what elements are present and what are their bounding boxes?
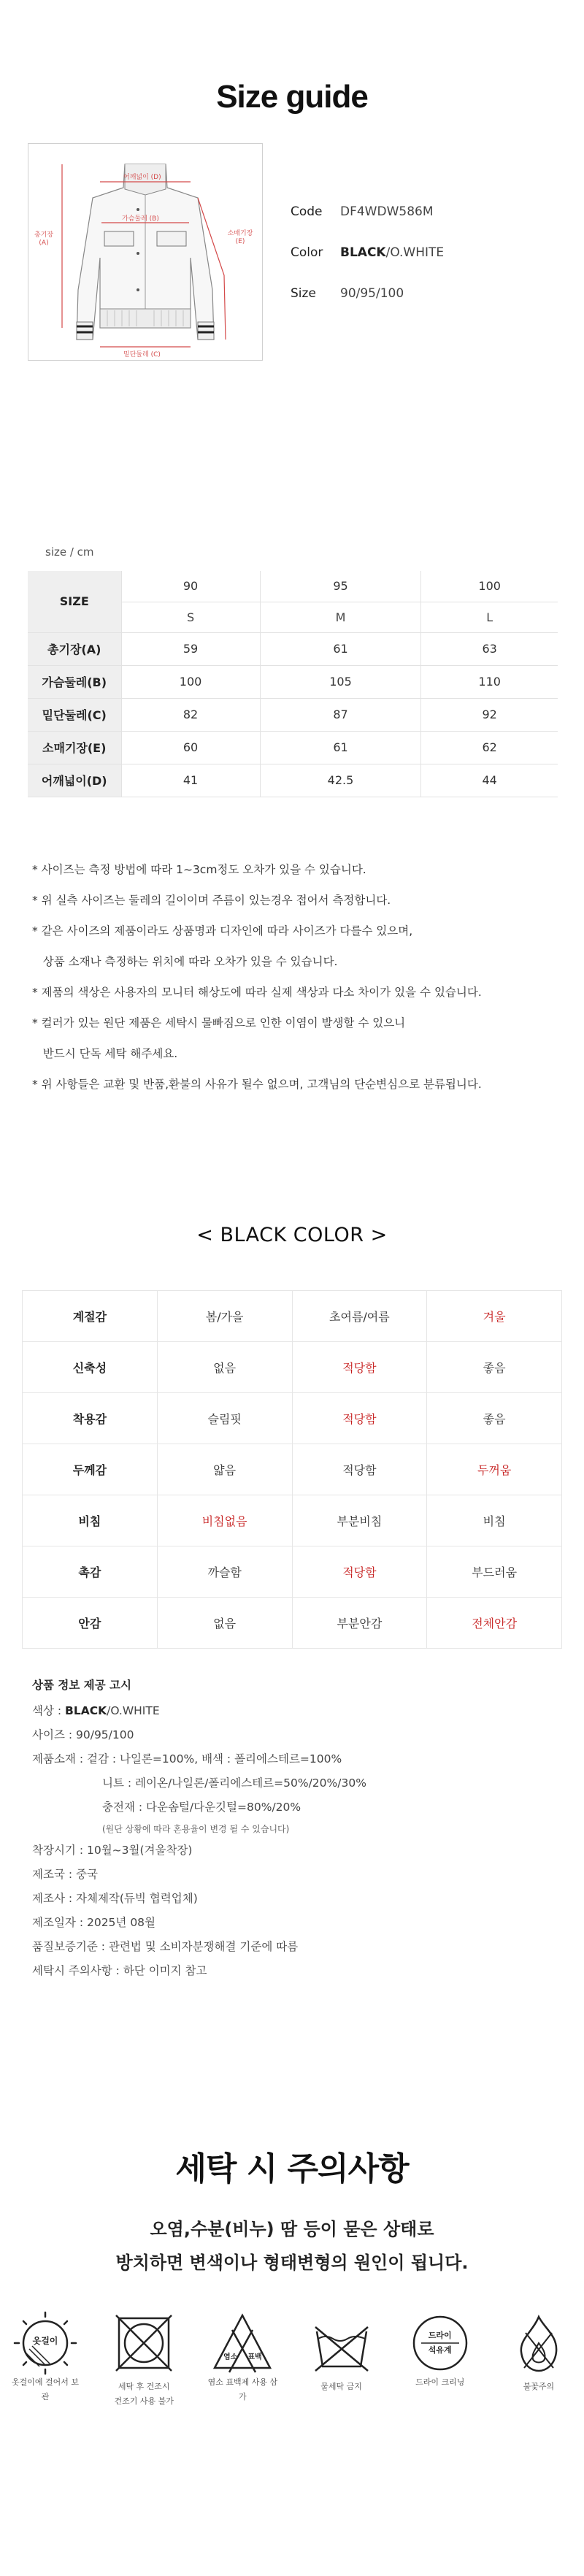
feel-option: 부분안감 <box>292 1598 427 1649</box>
care-caption: 불꽃주의 <box>523 2382 555 2391</box>
feel-option: 봄/가을 <box>157 1291 292 1342</box>
care-item <box>109 2311 179 2409</box>
care-item <box>207 2311 277 2409</box>
note-line: * 사이즈는 측정 방법에 따라 1~3cm정도 오차가 있을 수 있습니다. <box>32 863 366 876</box>
feel-option: 없음 <box>157 1342 292 1393</box>
note-line: * 위 사항들은 교환 및 반품,환불의 사유가 될수 없으며, 고객님의 단순변심으로 분류됩니다. <box>32 1078 482 1091</box>
fabric-feel-table <box>22 1290 562 1649</box>
spec-maker: 제조사 : 자체제작(듀빅 협력업체) <box>32 1892 198 1905</box>
note-line: * 제품의 색상은 사용자의 모니터 해상도에 따라 실제 색상과 다소 차이가 있을 수 있습니다. <box>32 986 482 999</box>
spec-color-main: BLACK <box>65 1704 107 1717</box>
dry-label-bottom: 석유계 <box>428 2345 452 2355</box>
garment-diagram <box>28 143 263 361</box>
feel-option-selected: 겨울 <box>427 1291 562 1342</box>
no-fire-icon <box>507 2311 571 2375</box>
feel-category: 신축성 <box>23 1342 158 1393</box>
spec-country: 제조국 : 중국 <box>32 1868 98 1881</box>
feel-option: 부드러움 <box>427 1546 562 1598</box>
spec-color-rest: /O.WHITE <box>107 1704 160 1717</box>
table-cell: 82 <box>121 698 260 731</box>
table-cell: 42.5 <box>260 764 421 797</box>
care-icon-label: 옷걸이 <box>32 2336 58 2346</box>
label-sleeve <box>226 230 255 246</box>
size-head-cell: SIZE <box>28 571 121 632</box>
spec-date: 제조일자 : 2025년 08월 <box>32 1916 156 1929</box>
label-sleeve-text: 소매기장 (E) <box>227 230 253 245</box>
color-value <box>340 245 444 286</box>
feel-row <box>23 1342 562 1393</box>
table-cell: 44 <box>421 764 558 797</box>
spec-size: 사이즈 : 90/95/100 <box>32 1728 134 1741</box>
size-col-100: 100 <box>421 571 558 602</box>
feel-option-selected: 적당함 <box>292 1546 427 1598</box>
spec-material-1: 제품소재 : 겉감 : 나일론=100%, 배색 : 폴리에스테르=100% <box>32 1752 342 1766</box>
care-caption: 옷걸이에 걸어서 보관 <box>11 2377 79 2401</box>
feel-option-selected: 적당함 <box>292 1342 427 1393</box>
dry-label-top: 드라이 <box>428 2331 452 2340</box>
feel-option: 좋음 <box>427 1393 562 1444</box>
color-main: BLACK <box>340 245 386 260</box>
table-cell: 87 <box>260 698 421 731</box>
wash-desc-line: 방치하면 변색이나 형태변형의 원인이 됩니다. <box>115 2253 469 2273</box>
no-wash-no-tumble-icon <box>112 2311 176 2375</box>
table-cell: 60 <box>121 731 260 764</box>
color-section-title: < BLACK COLOR > <box>196 1224 388 1246</box>
no-water-wash-icon <box>310 2311 374 2375</box>
row-label: 밑단둘레(C) <box>28 698 121 731</box>
spec-material-2: 니트 : 레이온/나일론/폴리에스테르=50%/20%/30% <box>102 1776 366 1790</box>
table-cell: 62 <box>421 731 558 764</box>
spec-material-3: 충전재 : 다운솜털/다운깃털=80%/20% <box>102 1801 301 1814</box>
code-value: DF4WDW586M <box>340 204 434 219</box>
feel-option: 부분비침 <box>292 1495 427 1546</box>
note-line: * 컬러가 있는 원단 제품은 세탁시 물빠짐으로 인한 이염이 발생할 수 있으니 <box>32 1016 406 1030</box>
table-cell: 41 <box>121 764 260 797</box>
size-value: 90/95/100 <box>340 286 404 301</box>
note-line: * 위 실측 사이즈는 둘레의 길이이며 주름이 있는경우 접어서 측정합니다. <box>32 894 391 907</box>
size-letter-s: S <box>121 602 260 632</box>
size-letter-l: L <box>421 602 558 632</box>
size-col-95: 95 <box>260 571 421 602</box>
note-line: 반드시 단독 세탁 해주세요. <box>32 1047 178 1060</box>
table-cell: 61 <box>260 632 421 665</box>
row-label: 소매기장(E) <box>28 731 121 764</box>
table-cell: 105 <box>260 665 421 698</box>
product-info <box>291 204 444 327</box>
note-line: * 같은 사이즈의 제품이라도 상품명과 디자인에 따라 사이즈가 다를수 있으며, <box>32 924 413 938</box>
feel-row <box>23 1598 562 1649</box>
size-table <box>28 571 558 797</box>
feel-row <box>23 1444 562 1495</box>
feel-row <box>23 1291 562 1342</box>
label-length-text: 총기장 (A) <box>34 231 54 247</box>
care-caption-line: 건조기 사용 불가 <box>114 2396 174 2406</box>
spec-care: 세탁시 주의사항 : 하단 이미지 참고 <box>32 1964 207 1977</box>
feel-option: 좋음 <box>427 1342 562 1393</box>
spec-color <box>32 1699 558 1723</box>
table-row <box>28 764 558 797</box>
care-item <box>504 2311 574 2409</box>
row-label: 총기장(A) <box>28 632 121 665</box>
feel-category: 비침 <box>23 1495 158 1546</box>
table-row <box>28 632 558 665</box>
spec-material-note: (원단 상황에 따라 혼용율이 변경 될 수 있습니다) <box>102 1824 290 1834</box>
code-row <box>291 204 444 245</box>
color-row <box>291 245 444 286</box>
page-title: Size guide <box>216 79 368 115</box>
feel-category: 착용감 <box>23 1393 158 1444</box>
feel-row <box>23 1546 562 1598</box>
table-cell: 63 <box>421 632 558 665</box>
spec-warranty: 품질보증기준 : 관련법 및 소비자분쟁해결 기준에 따름 <box>32 1940 299 1953</box>
spec-color-prefix: 색상 : <box>32 1704 66 1717</box>
feel-category: 안감 <box>23 1598 158 1649</box>
feel-row <box>23 1495 562 1546</box>
unit-label: size / cm <box>45 545 94 559</box>
size-label: Size <box>291 286 316 301</box>
table-row <box>28 698 558 731</box>
table-row <box>28 665 558 698</box>
table-cell: 92 <box>421 698 558 731</box>
feel-option: 까슬함 <box>157 1546 292 1598</box>
size-notes <box>32 854 572 1100</box>
care-caption: 드라이 크리닝 <box>415 2377 465 2387</box>
label-chest: 가슴둘레 (B) <box>122 215 159 223</box>
label-shoulder: 어깨넓이 (D) <box>123 174 161 181</box>
care-item <box>405 2311 475 2409</box>
feel-option-selected: 두꺼움 <box>427 1444 562 1495</box>
feel-option-selected: 비침없음 <box>157 1495 292 1546</box>
dry-clean-labels <box>405 2324 475 2371</box>
code-label: Code <box>291 204 323 219</box>
bleach-label-left: 염소 <box>223 2353 238 2361</box>
wash-title: 세탁 시 주의사항 <box>175 2150 409 2188</box>
feel-option: 초여름/여름 <box>292 1291 427 1342</box>
feel-option: 없음 <box>157 1598 292 1649</box>
feel-option: 얇음 <box>157 1444 292 1495</box>
size-col-90: 90 <box>121 571 260 602</box>
care-caption-line: 세탁 후 건조시 <box>118 2382 170 2391</box>
care-caption <box>109 2380 179 2409</box>
feel-category: 촉감 <box>23 1546 158 1598</box>
label-hem: 밑단둘레 (C) <box>123 351 161 359</box>
spec-heading: 상품 정보 제공 고시 <box>32 1679 131 1692</box>
row-label: 가슴둘레(B) <box>28 665 121 698</box>
care-icons <box>10 2311 574 2409</box>
row-label: 어깨넓이(D) <box>28 764 121 797</box>
care-item <box>307 2311 377 2409</box>
feel-option-selected: 전체안감 <box>427 1598 562 1649</box>
feel-option: 적당함 <box>292 1444 427 1495</box>
size-row <box>291 286 444 327</box>
feel-option: 슬림핏 <box>157 1393 292 1444</box>
table-cell: 100 <box>121 665 260 698</box>
feel-category: 계절감 <box>23 1291 158 1342</box>
product-spec-notice <box>32 1674 558 1983</box>
care-caption: 물세탁 금지 <box>320 2382 362 2391</box>
size-header-row <box>28 571 558 602</box>
color-rest: /O.WHITE <box>385 245 445 260</box>
bleach-label-right: 표백 <box>247 2353 262 2361</box>
wash-desc-line: 오염,수분(비누) 땀 등이 묻은 상태로 <box>150 2219 434 2239</box>
table-cell: 110 <box>421 665 558 698</box>
wash-description <box>0 2212 584 2280</box>
table-cell: 61 <box>260 731 421 764</box>
care-caption: 염소 표백제 사용 삼가 <box>207 2377 278 2401</box>
feel-option: 비침 <box>427 1495 562 1546</box>
table-row <box>28 731 558 764</box>
care-item <box>10 2311 80 2409</box>
feel-option-selected: 적당함 <box>292 1393 427 1444</box>
color-label: Color <box>291 245 323 260</box>
label-length <box>31 231 56 248</box>
size-letter-m: M <box>260 602 421 632</box>
table-cell: 59 <box>121 632 260 665</box>
feel-category: 두께감 <box>23 1444 158 1495</box>
note-line: 상품 소재나 측정하는 위치에 따라 오차가 있을 수 있습니다. <box>32 955 338 968</box>
feel-row <box>23 1393 562 1444</box>
spec-season: 착장시기 : 10월~3월(겨울착장) <box>32 1844 193 1857</box>
